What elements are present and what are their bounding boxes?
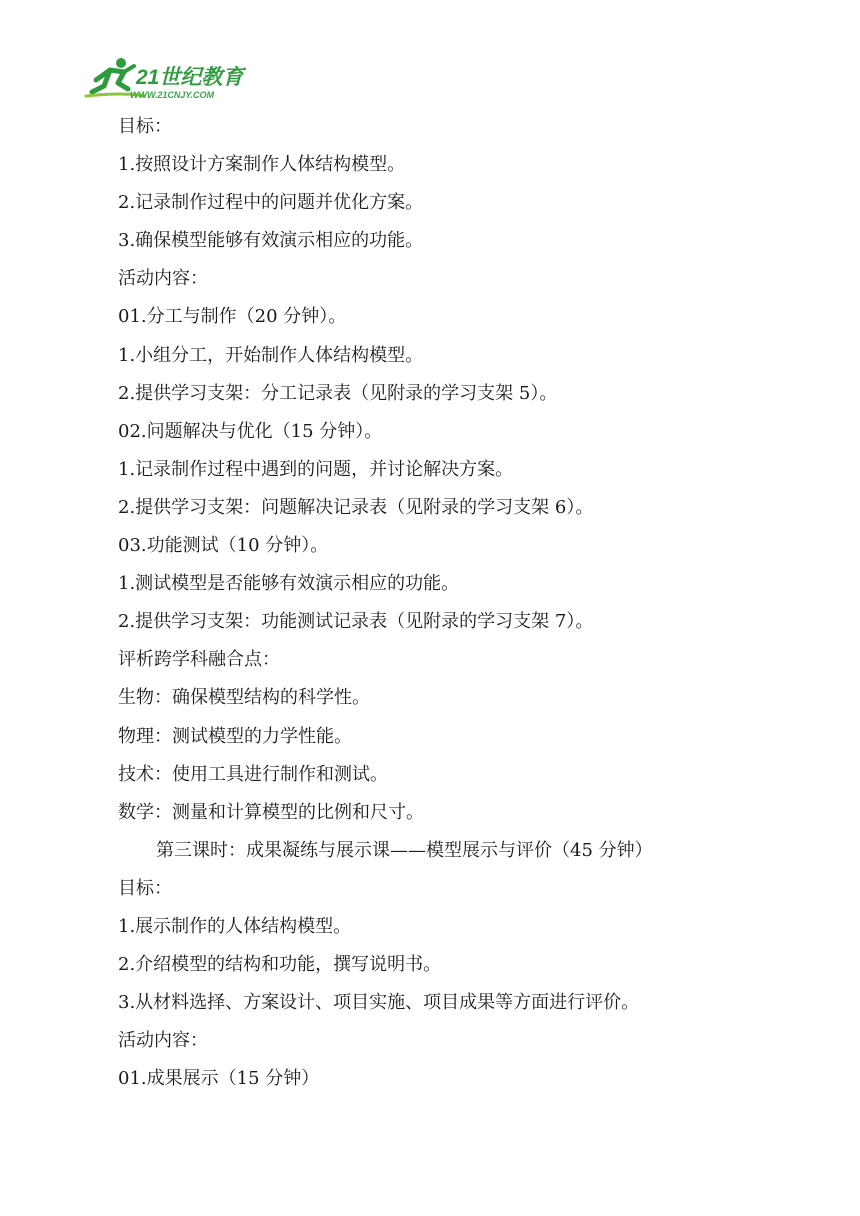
logo-brand-text: 21世纪教育 — [136, 66, 244, 89]
paragraph-line: 1.展示制作的人体结构模型。 — [118, 915, 352, 937]
paragraph-line: 1.测试模型是否能够有效演示相应的功能。 — [118, 573, 460, 595]
paragraph-line: 2.提供学习支架：分工记录表（见附录的学习支架 5）。 — [118, 382, 558, 404]
paragraph-line: 活动内容： — [118, 1030, 208, 1052]
running-figure-icon — [84, 56, 254, 102]
paragraph-line: 01.成果展示（15 分钟） — [118, 1068, 320, 1090]
paragraph-line: 1.按照设计方案制作人体结构模型。 — [118, 154, 406, 176]
paragraph-line: 技术：使用工具进行制作和测试。 — [118, 763, 388, 785]
paragraph-line: 3.确保模型能够有效演示相应的功能。 — [118, 230, 424, 252]
paragraph-line: 评析跨学科融合点： — [118, 649, 280, 671]
paragraph-line: 2.记录制作过程中的问题并优化方案。 — [118, 192, 424, 214]
paragraph-line: 1.小组分工，开始制作人体结构模型。 — [118, 344, 424, 366]
paragraph-line: 01.分工与制作（20 分钟）。 — [118, 306, 347, 328]
paragraph-line: 物理：测试模型的力学性能。 — [118, 725, 352, 747]
paragraph-line: 生物：确保模型结构的科学性。 — [118, 687, 370, 709]
paragraph-line: 2.提供学习支架：功能测试记录表（见附录的学习支架 7）。 — [118, 611, 594, 633]
paragraph-line: 3.从材料选择、方案设计、项目实施、项目成果等方面进行评价。 — [118, 992, 640, 1014]
logo-url-text: WWW.21CNJY.COM — [130, 90, 215, 100]
paragraph-line: 数学：测量和计算模型的比例和尺寸。 — [118, 801, 424, 823]
paragraph-line: 02.问题解决与优化（15 分钟）。 — [118, 420, 383, 442]
section-heading: 第三课时：成果凝练与展示课——模型展示与评价（45 分钟） — [156, 839, 653, 861]
paragraph-line: 03.功能测试（10 分钟）。 — [118, 535, 329, 557]
paragraph-line: 2.提供学习支架：问题解决记录表（见附录的学习支架 6）。 — [118, 496, 594, 518]
paragraph-line: 2.介绍模型的结构和功能，撰写说明书。 — [118, 954, 442, 976]
paragraph-line: 1.记录制作过程中遇到的问题，并讨论解决方案。 — [118, 458, 514, 480]
paragraph-line: 活动内容： — [118, 268, 208, 290]
paragraph-line: 目标： — [118, 877, 172, 899]
site-logo — [84, 56, 254, 102]
paragraph-line: 目标： — [118, 116, 172, 137]
document-body — [118, 108, 758, 1098]
